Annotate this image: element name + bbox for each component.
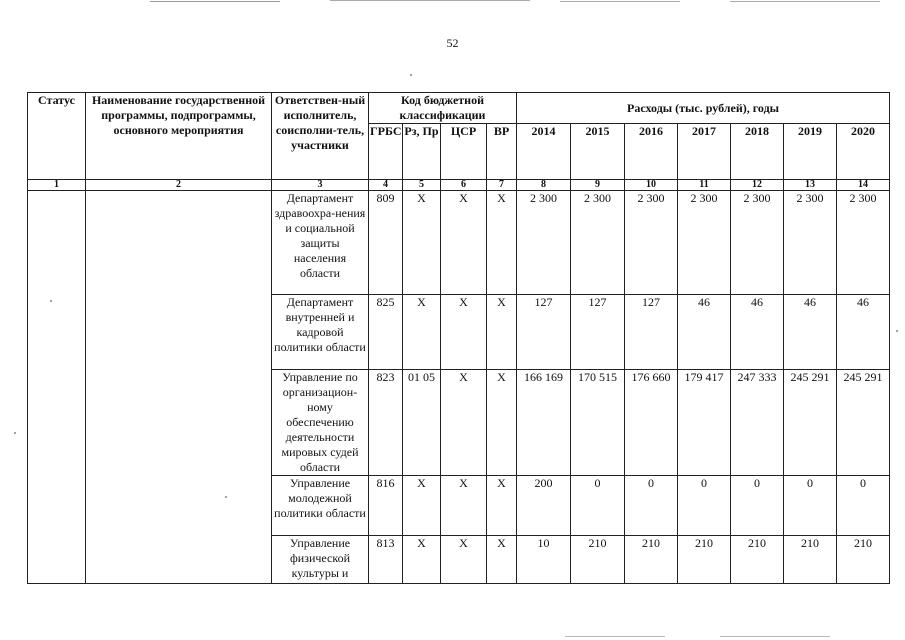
scan-line-bottom [565, 636, 665, 637]
column-number: 12 [731, 180, 784, 191]
value-cell: 245 291 [837, 370, 890, 476]
header-expenses: Расходы (тыс. рублей), годы [517, 93, 890, 124]
header-executor: Ответствен-ный исполнитель, соисполни-тель, участники [272, 93, 369, 180]
scan-line-top [560, 1, 680, 2]
vr-cell: X [487, 191, 517, 295]
grbs-cell: 825 [369, 295, 403, 370]
header-year: 2016 [625, 124, 678, 180]
column-number: 7 [487, 180, 517, 191]
column-number: 11 [678, 180, 731, 191]
value-cell: 2 300 [837, 191, 890, 295]
value-cell: 0 [784, 476, 837, 536]
csr-cell: X [441, 191, 487, 295]
value-cell: 127 [571, 295, 625, 370]
program-name-cell [86, 191, 272, 584]
value-cell: 210 [678, 536, 731, 584]
header-year: 2014 [517, 124, 571, 180]
value-cell: 210 [625, 536, 678, 584]
value-cell: 170 515 [571, 370, 625, 476]
scan-speck [14, 432, 16, 434]
header-grbs: ГРБС [369, 124, 403, 180]
value-cell: 245 291 [784, 370, 837, 476]
page-number: 52 [446, 36, 459, 50]
executor-cell: Департамент здравоохра-нения и социальной защиты населения области [272, 191, 369, 295]
value-cell: 2 300 [731, 191, 784, 295]
value-cell: 46 [784, 295, 837, 370]
value-cell: 210 [837, 536, 890, 584]
header-year: 2015 [571, 124, 625, 180]
column-number: 3 [272, 180, 369, 191]
csr-cell: X [441, 370, 487, 476]
scan-line-top [730, 1, 880, 2]
header-year: 2017 [678, 124, 731, 180]
value-cell: 10 [517, 536, 571, 584]
vr-cell: X [487, 536, 517, 584]
grbs-cell: 816 [369, 476, 403, 536]
scan-line-bottom [720, 636, 830, 637]
header-year: 2018 [731, 124, 784, 180]
value-cell: 210 [784, 536, 837, 584]
header-status: Статус [28, 93, 86, 180]
value-cell: 0 [571, 476, 625, 536]
scan-line-top [330, 0, 530, 1]
value-cell: 0 [625, 476, 678, 536]
rz-pr-cell: X [403, 191, 441, 295]
scan-line-top [150, 1, 280, 2]
executor-cell: Управление по организацион-ному обеспечению деятельности мировых судей области [272, 370, 369, 476]
column-number: 1 [28, 180, 86, 191]
value-cell: 247 333 [731, 370, 784, 476]
header-year: 2019 [784, 124, 837, 180]
executor-cell: Управление молодежной политики области [272, 476, 369, 536]
value-cell: 2 300 [678, 191, 731, 295]
column-number: 4 [369, 180, 403, 191]
vr-cell: X [487, 476, 517, 536]
value-cell: 0 [837, 476, 890, 536]
budget-table [27, 92, 890, 584]
value-cell: 210 [731, 536, 784, 584]
value-cell: 2 300 [517, 191, 571, 295]
csr-cell: X [441, 476, 487, 536]
vr-cell: X [487, 295, 517, 370]
scan-speck [896, 330, 898, 332]
header-vr: ВР [487, 124, 517, 180]
value-cell: 166 169 [517, 370, 571, 476]
table-row [28, 191, 890, 295]
value-cell: 2 300 [625, 191, 678, 295]
rz-pr-cell: X [403, 295, 441, 370]
csr-cell: X [441, 536, 487, 584]
column-number: 10 [625, 180, 678, 191]
rz-pr-cell: X [403, 536, 441, 584]
scan-speck [410, 74, 412, 76]
executor-cell: Управление физической культуры и [272, 536, 369, 584]
value-cell: 46 [678, 295, 731, 370]
header-program-name: Наименование государственной программы, подпрограммы, основного мероприятия [86, 93, 272, 180]
header-rz-pr: Рз, Пр [403, 124, 441, 180]
csr-cell: X [441, 295, 487, 370]
column-number: 2 [86, 180, 272, 191]
column-number: 8 [517, 180, 571, 191]
header-csr: ЦСР [441, 124, 487, 180]
column-number: 6 [441, 180, 487, 191]
value-cell: 210 [571, 536, 625, 584]
value-cell: 2 300 [571, 191, 625, 295]
value-cell: 46 [731, 295, 784, 370]
value-cell: 127 [517, 295, 571, 370]
grbs-cell: 809 [369, 191, 403, 295]
value-cell: 0 [678, 476, 731, 536]
value-cell: 179 417 [678, 370, 731, 476]
value-cell: 127 [625, 295, 678, 370]
rz-pr-cell: 01 05 [403, 370, 441, 476]
grbs-cell: 823 [369, 370, 403, 476]
value-cell: 0 [731, 476, 784, 536]
value-cell: 176 660 [625, 370, 678, 476]
vr-cell: X [487, 370, 517, 476]
column-number: 14 [837, 180, 890, 191]
column-number: 9 [571, 180, 625, 191]
status-cell [28, 191, 86, 584]
executor-cell: Департамент внутренней и кадровой политики области [272, 295, 369, 370]
value-cell: 46 [837, 295, 890, 370]
column-number: 5 [403, 180, 441, 191]
rz-pr-cell: X [403, 476, 441, 536]
column-number-row [28, 180, 890, 191]
grbs-cell: 813 [369, 536, 403, 584]
value-cell: 200 [517, 476, 571, 536]
header-budget-code: Код бюджетной классификации [369, 93, 517, 124]
header-year: 2020 [837, 124, 890, 180]
value-cell: 2 300 [784, 191, 837, 295]
column-number: 13 [784, 180, 837, 191]
